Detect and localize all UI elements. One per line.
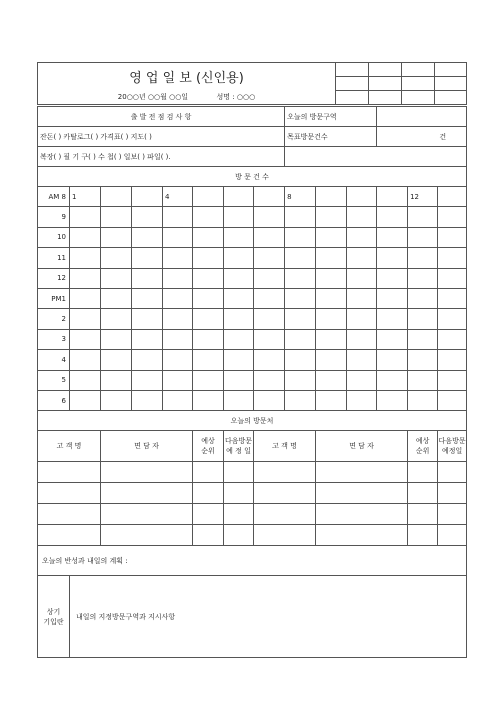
visit-place-cell[interactable] bbox=[408, 462, 438, 483]
visit-place-cell[interactable] bbox=[101, 504, 193, 525]
visit-count-cell[interactable] bbox=[193, 207, 224, 227]
visit-count-cell[interactable] bbox=[316, 370, 347, 390]
approval-cell[interactable] bbox=[402, 63, 435, 77]
visit-number-mark[interactable]: 4 bbox=[163, 187, 193, 207]
visit-place-row bbox=[38, 525, 467, 546]
visit-count-cell[interactable] bbox=[70, 248, 101, 268]
approval-cell[interactable] bbox=[336, 91, 369, 105]
hour-row bbox=[38, 248, 467, 268]
visit-count-cell[interactable] bbox=[193, 390, 224, 410]
visit-count-cell[interactable] bbox=[438, 350, 467, 370]
visit-count-cell[interactable] bbox=[132, 350, 163, 370]
date-line: 20○○년 ○○월 ○○일 bbox=[117, 93, 189, 101]
visit-number-mark[interactable]: 12 bbox=[408, 187, 438, 207]
hour-row bbox=[38, 288, 467, 308]
visit-count-cell[interactable] bbox=[408, 329, 438, 349]
visit-place-cell[interactable] bbox=[254, 504, 316, 525]
visit-count-cell[interactable] bbox=[132, 309, 163, 329]
visit-count-cell[interactable] bbox=[132, 329, 163, 349]
visit-count-cell[interactable] bbox=[377, 268, 408, 288]
visit-place-cell[interactable] bbox=[224, 525, 254, 546]
visit-count-cell[interactable] bbox=[316, 268, 347, 288]
hour-row bbox=[38, 309, 467, 329]
visit-places-header: 면 담 자 bbox=[316, 431, 408, 462]
visit-count-cell[interactable] bbox=[408, 268, 438, 288]
visit-count-cell[interactable] bbox=[193, 248, 224, 268]
visit-place-cell[interactable] bbox=[101, 525, 193, 546]
supervisor-label: 상기 기입란 bbox=[38, 576, 70, 658]
visit-place-row bbox=[38, 504, 467, 525]
visit-count-cell[interactable] bbox=[438, 370, 467, 390]
visit-count-cell[interactable] bbox=[163, 350, 193, 370]
visit-count-cell[interactable] bbox=[132, 207, 163, 227]
visit-place-cell[interactable] bbox=[408, 483, 438, 504]
visit-area-label: 오늘의 방문구역 bbox=[285, 107, 377, 127]
visit-count-cell[interactable] bbox=[408, 248, 438, 268]
visit-count-cell[interactable] bbox=[438, 187, 467, 207]
hour-label: 2 bbox=[38, 309, 70, 329]
visit-places-header: 다음방문 예 정 일 bbox=[224, 431, 254, 462]
visit-count-cell[interactable] bbox=[193, 268, 224, 288]
visit-count-cell[interactable] bbox=[101, 370, 132, 390]
check-items-row-1[interactable]: 잔돈( ) 카탈로그( ) 가격표( ) 지도( ) bbox=[38, 127, 285, 147]
hour-row bbox=[38, 227, 467, 247]
visit-place-cell[interactable] bbox=[224, 504, 254, 525]
visit-count-cell[interactable] bbox=[285, 329, 316, 349]
visit-count-cell[interactable] bbox=[347, 329, 377, 349]
visit-count-cell[interactable] bbox=[132, 288, 163, 308]
visit-count-cell[interactable] bbox=[101, 350, 132, 370]
approval-cell[interactable] bbox=[435, 63, 467, 77]
visit-count-cell[interactable] bbox=[70, 309, 101, 329]
visit-place-cell[interactable] bbox=[408, 504, 438, 525]
visit-count-cell[interactable] bbox=[377, 187, 408, 207]
visit-count-cell[interactable] bbox=[347, 350, 377, 370]
visit-count-cell[interactable] bbox=[224, 268, 254, 288]
visit-count-cell[interactable] bbox=[193, 370, 224, 390]
visit-count-cell[interactable] bbox=[285, 390, 316, 410]
visit-count-cell[interactable] bbox=[101, 227, 132, 247]
approval-cell[interactable] bbox=[435, 77, 467, 91]
hour-row bbox=[38, 268, 467, 288]
visit-count-cell[interactable] bbox=[132, 268, 163, 288]
visit-count-cell[interactable] bbox=[163, 268, 193, 288]
visit-count-cell[interactable] bbox=[377, 248, 408, 268]
visit-count-cell[interactable] bbox=[163, 288, 193, 308]
visit-places-header: 예상 순위 bbox=[408, 431, 438, 462]
visit-count-cell[interactable] bbox=[347, 288, 377, 308]
visit-count-cell[interactable] bbox=[438, 288, 467, 308]
visit-count-cell[interactable] bbox=[347, 370, 377, 390]
visit-count-cell[interactable] bbox=[438, 207, 467, 227]
visit-count-cell[interactable] bbox=[224, 390, 254, 410]
approval-cell[interactable] bbox=[336, 77, 369, 91]
visit-count-cell[interactable] bbox=[163, 227, 193, 247]
visit-count-cell[interactable] bbox=[438, 227, 467, 247]
visit-count-cell[interactable] bbox=[193, 227, 224, 247]
visit-count-cell[interactable] bbox=[224, 370, 254, 390]
visit-place-cell[interactable] bbox=[316, 462, 408, 483]
approval-cell[interactable] bbox=[435, 91, 467, 105]
visit-count-cell[interactable] bbox=[347, 227, 377, 247]
hour-label: PM1 bbox=[38, 288, 70, 308]
visit-place-cell[interactable] bbox=[38, 483, 101, 504]
reflection-label[interactable]: 오늘의 반성과 내일의 계획 : bbox=[38, 546, 467, 576]
visit-count-cell[interactable] bbox=[254, 207, 285, 227]
title-cell bbox=[38, 63, 336, 105]
visit-count-cell[interactable] bbox=[377, 370, 408, 390]
visit-count-cell[interactable] bbox=[132, 390, 163, 410]
visit-count-cell[interactable] bbox=[316, 227, 347, 247]
hour-label: 11 bbox=[38, 248, 70, 268]
visit-count-cell[interactable] bbox=[254, 370, 285, 390]
visit-count-cell[interactable] bbox=[408, 288, 438, 308]
visit-count-cell[interactable] bbox=[316, 187, 347, 207]
visit-number-mark[interactable]: 8 bbox=[285, 187, 316, 207]
visit-count-cell[interactable] bbox=[316, 350, 347, 370]
visit-count-cell[interactable] bbox=[377, 288, 408, 308]
visit-count-cell[interactable] bbox=[132, 370, 163, 390]
visit-count-cell[interactable] bbox=[224, 288, 254, 308]
visit-count-cell[interactable] bbox=[70, 350, 101, 370]
visit-count-cell[interactable] bbox=[438, 309, 467, 329]
visit-count-cell[interactable] bbox=[285, 268, 316, 288]
visit-count-cell[interactable] bbox=[285, 207, 316, 227]
visit-count-cell[interactable] bbox=[70, 370, 101, 390]
visit-count-cell[interactable] bbox=[193, 309, 224, 329]
target-count-label: 목표방문건수 bbox=[285, 127, 377, 147]
visit-place-cell[interactable] bbox=[408, 525, 438, 546]
visit-count-cell[interactable] bbox=[163, 207, 193, 227]
approval-cell[interactable] bbox=[369, 77, 402, 91]
visit-count-cell[interactable] bbox=[254, 350, 285, 370]
visit-count-cell[interactable] bbox=[254, 248, 285, 268]
check-items-row-2[interactable]: 복장( ) 필 기 구( ) 수 첩( ) 일보( ) 파일( ). bbox=[38, 147, 285, 167]
visit-places-header: 고 객 명 bbox=[38, 431, 101, 462]
visit-count-cell[interactable] bbox=[408, 207, 438, 227]
visit-places-title: 오늘의 방문처 bbox=[38, 411, 467, 431]
visit-count-cell[interactable] bbox=[193, 329, 224, 349]
visit-count-cell[interactable] bbox=[193, 187, 224, 207]
visit-count-cell[interactable] bbox=[254, 288, 285, 308]
hour-row bbox=[38, 350, 467, 370]
hour-label: 3 bbox=[38, 329, 70, 349]
visit-count-cell[interactable] bbox=[101, 268, 132, 288]
visit-count-cell[interactable] bbox=[377, 390, 408, 410]
visit-count-cell[interactable] bbox=[316, 309, 347, 329]
hour-label: AM 8 bbox=[38, 187, 70, 207]
visit-count-cell[interactable] bbox=[347, 248, 377, 268]
target-count-unit[interactable]: 건 bbox=[377, 127, 467, 147]
approval-cell[interactable] bbox=[369, 63, 402, 77]
visit-count-cell[interactable] bbox=[70, 268, 101, 288]
visit-count-cell[interactable] bbox=[163, 390, 193, 410]
visit-places-header: 예상 순위 bbox=[193, 431, 224, 462]
visit-count-cell[interactable] bbox=[132, 187, 163, 207]
report-form bbox=[37, 106, 467, 658]
visit-count-cell[interactable] bbox=[101, 207, 132, 227]
visit-count-cell[interactable] bbox=[254, 187, 285, 207]
hour-row bbox=[38, 187, 467, 207]
visit-place-cell[interactable] bbox=[254, 525, 316, 546]
visit-count-cell[interactable] bbox=[347, 207, 377, 227]
visit-count-cell[interactable] bbox=[224, 329, 254, 349]
hour-row bbox=[38, 370, 467, 390]
visit-place-cell[interactable] bbox=[224, 462, 254, 483]
visit-count-cell[interactable] bbox=[132, 248, 163, 268]
hour-label: 10 bbox=[38, 227, 70, 247]
visit-place-row bbox=[38, 462, 467, 483]
visit-count-cell[interactable] bbox=[285, 288, 316, 308]
visit-count-cell[interactable] bbox=[224, 207, 254, 227]
visit-count-cell[interactable] bbox=[438, 268, 467, 288]
visit-count-cell[interactable] bbox=[224, 350, 254, 370]
visit-place-cell[interactable] bbox=[438, 483, 467, 504]
supervisor-note[interactable]: 내일의 지정방문구역과 지시사항 bbox=[70, 576, 467, 658]
visit-count-cell[interactable] bbox=[70, 227, 101, 247]
visit-places-header: 면 담 자 bbox=[101, 431, 193, 462]
visit-count-cell[interactable] bbox=[408, 390, 438, 410]
visit-count-cell[interactable] bbox=[224, 309, 254, 329]
visit-count-cell[interactable] bbox=[347, 390, 377, 410]
visit-count-cell[interactable] bbox=[377, 309, 408, 329]
check-section-title: 출 발 전 점 검 사 항 bbox=[38, 107, 285, 127]
visit-place-cell[interactable] bbox=[193, 525, 224, 546]
approval-cell[interactable] bbox=[369, 91, 402, 105]
visit-places-header: 고 객 명 bbox=[254, 431, 316, 462]
visit-count-cell[interactable] bbox=[316, 390, 347, 410]
visit-count-cell[interactable] bbox=[163, 248, 193, 268]
visit-count-cell[interactable] bbox=[316, 207, 347, 227]
visit-places-header: 다음방문 예정일 bbox=[438, 431, 467, 462]
visit-place-cell[interactable] bbox=[193, 483, 224, 504]
visit-place-cell[interactable] bbox=[38, 462, 101, 483]
visit-count-cell[interactable] bbox=[316, 248, 347, 268]
visit-place-cell[interactable] bbox=[224, 483, 254, 504]
visit-count-cell[interactable] bbox=[438, 248, 467, 268]
visit-count-cell[interactable] bbox=[101, 309, 132, 329]
visit-count-cell[interactable] bbox=[347, 268, 377, 288]
visit-count-cell[interactable] bbox=[70, 390, 101, 410]
visit-place-cell[interactable] bbox=[193, 504, 224, 525]
visit-count-cell[interactable] bbox=[224, 187, 254, 207]
approval-cell[interactable] bbox=[402, 91, 435, 105]
visit-count-title: 방 문 건 수 bbox=[38, 167, 467, 187]
name-label: 성명 : ○○○ bbox=[216, 93, 256, 101]
visit-place-cell[interactable] bbox=[316, 504, 408, 525]
visit-count-cell[interactable] bbox=[285, 350, 316, 370]
visit-count-cell[interactable] bbox=[377, 227, 408, 247]
visit-place-cell[interactable] bbox=[193, 462, 224, 483]
visit-count-cell[interactable] bbox=[132, 227, 163, 247]
visit-count-cell[interactable] bbox=[254, 309, 285, 329]
visit-area-field[interactable] bbox=[377, 107, 467, 127]
visit-number-mark[interactable]: 1 bbox=[70, 187, 101, 207]
visit-count-cell[interactable] bbox=[347, 309, 377, 329]
hour-label: 4 bbox=[38, 350, 70, 370]
visit-count-cell[interactable] bbox=[163, 309, 193, 329]
visit-place-cell[interactable] bbox=[38, 504, 101, 525]
visit-count-cell[interactable] bbox=[285, 227, 316, 247]
visit-count-cell[interactable] bbox=[285, 309, 316, 329]
blank-cell[interactable] bbox=[285, 147, 467, 167]
visit-count-cell[interactable] bbox=[347, 187, 377, 207]
page-title: 영 업 일 보 (신인용) bbox=[129, 71, 244, 86]
visit-place-cell[interactable] bbox=[438, 525, 467, 546]
visit-count-cell[interactable] bbox=[408, 370, 438, 390]
visit-count-cell[interactable] bbox=[101, 248, 132, 268]
visit-place-cell[interactable] bbox=[101, 483, 193, 504]
hour-label: 6 bbox=[38, 390, 70, 410]
visit-place-cell[interactable] bbox=[254, 462, 316, 483]
visit-count-cell[interactable] bbox=[316, 329, 347, 349]
approval-cell[interactable] bbox=[336, 63, 369, 77]
visit-count-cell[interactable] bbox=[224, 248, 254, 268]
visit-count-cell[interactable] bbox=[377, 207, 408, 227]
visit-count-cell[interactable] bbox=[163, 370, 193, 390]
visit-count-cell[interactable] bbox=[70, 288, 101, 308]
hour-row bbox=[38, 390, 467, 410]
visit-count-cell[interactable] bbox=[101, 187, 132, 207]
visit-place-cell[interactable] bbox=[438, 462, 467, 483]
visit-count-cell[interactable] bbox=[254, 390, 285, 410]
visit-count-cell[interactable] bbox=[316, 288, 347, 308]
visit-count-cell[interactable] bbox=[408, 350, 438, 370]
approval-cell[interactable] bbox=[402, 77, 435, 91]
visit-place-cell[interactable] bbox=[316, 483, 408, 504]
visit-count-cell[interactable] bbox=[285, 370, 316, 390]
visit-count-cell[interactable] bbox=[70, 207, 101, 227]
visit-count-cell[interactable] bbox=[377, 329, 408, 349]
visit-count-cell[interactable] bbox=[224, 227, 254, 247]
visit-count-cell[interactable] bbox=[408, 227, 438, 247]
visit-count-cell[interactable] bbox=[193, 288, 224, 308]
visit-count-cell[interactable] bbox=[101, 329, 132, 349]
hour-row bbox=[38, 329, 467, 349]
visit-count-cell[interactable] bbox=[254, 268, 285, 288]
visit-count-cell[interactable] bbox=[408, 309, 438, 329]
report-header bbox=[37, 62, 467, 105]
visit-count-cell[interactable] bbox=[101, 390, 132, 410]
hour-label: 12 bbox=[38, 268, 70, 288]
visit-place-row bbox=[38, 483, 467, 504]
visit-count-cell[interactable] bbox=[193, 350, 224, 370]
visit-count-cell[interactable] bbox=[70, 329, 101, 349]
visit-place-cell[interactable] bbox=[438, 504, 467, 525]
visit-count-cell[interactable] bbox=[163, 329, 193, 349]
visit-place-cell[interactable] bbox=[254, 483, 316, 504]
visit-count-cell[interactable] bbox=[438, 329, 467, 349]
hour-row bbox=[38, 207, 467, 227]
visit-place-cell[interactable] bbox=[38, 525, 101, 546]
visit-count-cell[interactable] bbox=[101, 288, 132, 308]
visit-count-cell[interactable] bbox=[254, 329, 285, 349]
visit-count-cell[interactable] bbox=[285, 248, 316, 268]
hour-label: 9 bbox=[38, 207, 70, 227]
visit-count-cell[interactable] bbox=[377, 350, 408, 370]
visit-count-cell[interactable] bbox=[438, 390, 467, 410]
visit-place-cell[interactable] bbox=[101, 462, 193, 483]
hour-label: 5 bbox=[38, 370, 70, 390]
visit-count-cell[interactable] bbox=[254, 227, 285, 247]
visit-place-cell[interactable] bbox=[316, 525, 408, 546]
